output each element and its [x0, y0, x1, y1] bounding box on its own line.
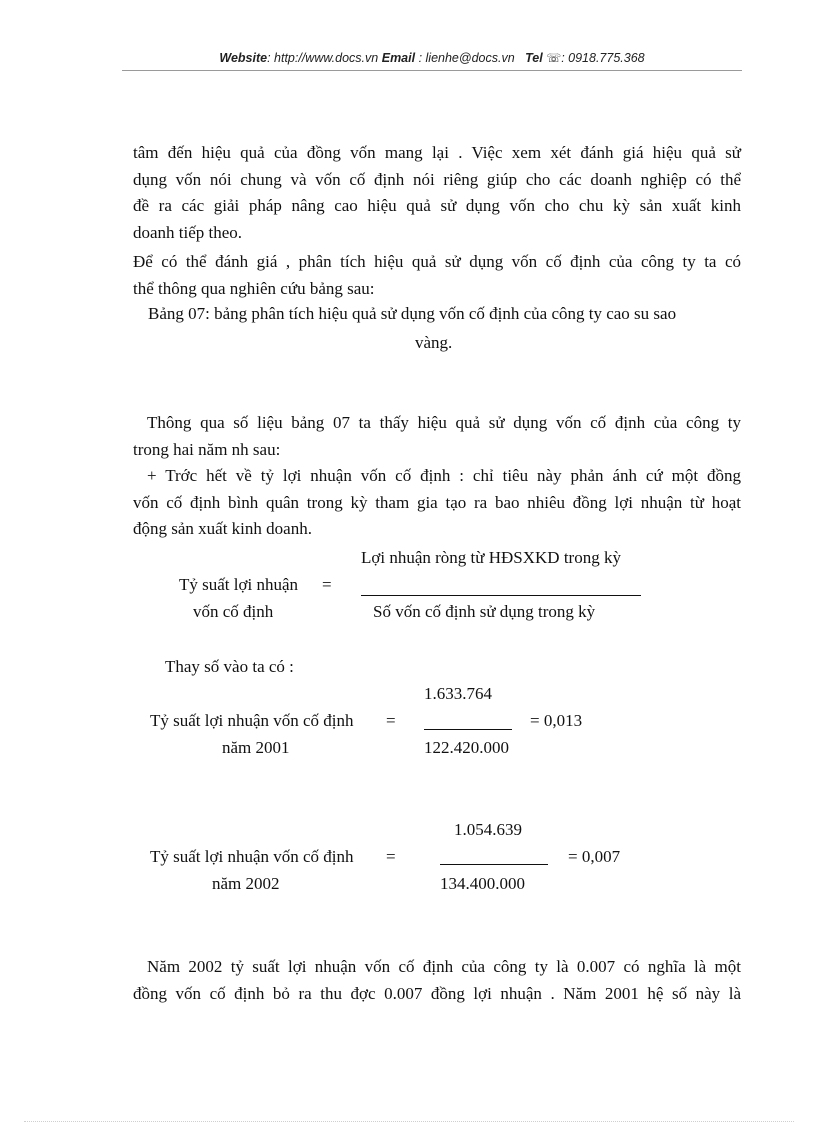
text-line: Thông qua số liệu bảng 07 ta thấy hiệu quả sử dụng vốn cố định của công ty — [147, 413, 741, 432]
formula-2002-numerator: 1.054.639 — [454, 820, 522, 839]
page-header — [122, 51, 742, 65]
text-line: đề ra các giải pháp nâng cao hiệu quả sử dụng vốn cho chu kỳ sản xuất kinh — [133, 196, 741, 215]
text-line: trong hai năm nh sau: — [133, 439, 281, 459]
text-line: Năm 2002 tỷ suất lợi nhuận vốn cố định của công ty là 0.007 có nghĩa là một — [147, 957, 741, 976]
paragraph-2 — [133, 249, 741, 302]
formula-2001-numerator: 1.633.764 — [424, 684, 492, 703]
formula-2001-year: năm 2001 — [222, 738, 290, 757]
fraction-bar — [440, 864, 548, 865]
formula-general-numerator: Lợi nhuận ròng từ HĐSXKD trong kỳ — [361, 548, 621, 567]
email-label: Email — [381, 51, 416, 65]
text-line: đồng vốn cố định bỏ ra thu đợc 0.007 đồng lợi nhuận . Năm 2001 hệ số này là — [133, 983, 741, 1003]
text-line: thể thông qua nghiên cứu bảng sau: — [133, 278, 375, 298]
tel-label: Tel — [525, 51, 543, 65]
tel-value: : 0918.775.368 — [561, 51, 645, 65]
formula-2001-result: = 0,013 — [530, 711, 583, 730]
formula-2001-label: Tỷ suất lợi nhuận vốn cố định — [150, 711, 354, 730]
formula-2001-denominator: 122.420.000 — [424, 738, 509, 757]
website-label: Website — [219, 51, 268, 65]
header-divider — [122, 70, 742, 71]
text-line: dụng vốn nói chung và vốn cố định nói riêng giúp cho các doanh nghiệp có thể — [133, 169, 741, 189]
phone-icon: ☏ — [546, 51, 562, 65]
formula-2002-label: Tỷ suất lợi nhuận vốn cố định — [150, 847, 354, 866]
text-line: vốn cố định bình quân trong kỳ tham gia tạo ra bao nhiêu đồng lợi nhuận từ hoạt — [133, 492, 741, 512]
fraction-bar — [424, 729, 512, 730]
table-caption-line-1: Bảng 07: bảng phân tích hiệu quả sử dụng vốn cố định của công ty cao su sao — [148, 304, 677, 323]
substitute-text: Thay số vào ta có : — [165, 657, 294, 676]
formula-2001-equals: = — [386, 711, 396, 730]
table-caption-line-2: vàng. — [415, 333, 453, 352]
paragraph-4 — [133, 954, 741, 1007]
formula-general-equals: = — [322, 575, 332, 594]
formula-general-label-2: vốn cố định — [193, 602, 274, 621]
text-line: động sản xuất kinh doanh. — [133, 519, 312, 538]
formula-2002-denominator: 134.400.000 — [440, 874, 525, 893]
fraction-bar — [361, 595, 641, 596]
formula-general-label-1: Tỷ suất lợi nhuận — [179, 575, 298, 594]
website-value[interactable]: : http://www.docs.vn — [267, 51, 379, 65]
paragraph-1 — [133, 140, 741, 246]
text-line: Để có thể đánh giá , phân tích hiệu quả sử dụng vốn cố định của công ty ta có — [133, 252, 741, 271]
formula-2002-equals: = — [386, 847, 396, 866]
paragraph-3 — [133, 410, 741, 543]
formula-general-denominator: Số vốn cố định sử dụng trong kỳ — [373, 602, 596, 621]
text-line: tâm đến hiệu quả của đồng vốn mang lại . Việc xem xét đánh giá hiệu quả sử — [133, 143, 741, 162]
text-line: doanh tiếp theo. — [133, 222, 243, 242]
text-line: + Trớc hết về tỷ lợi nhuận vốn cố định : chỉ tiêu này phản ánh cứ một đồng — [147, 466, 741, 485]
email-value[interactable]: : lienhe@docs.vn — [415, 51, 515, 65]
formula-2002-year: năm 2002 — [212, 874, 280, 893]
footer-divider — [24, 1121, 794, 1122]
formula-2002-result: = 0,007 — [568, 847, 621, 866]
